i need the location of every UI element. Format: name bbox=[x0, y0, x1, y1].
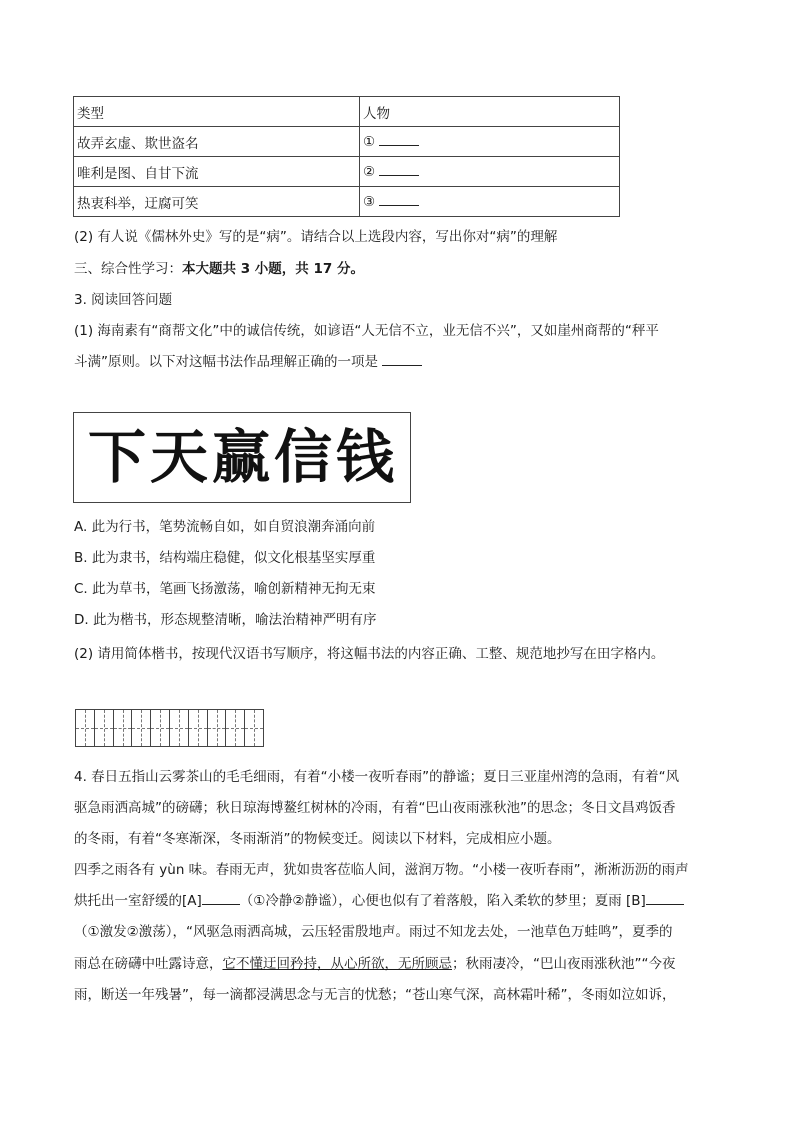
section-prefix: 三、综合性学习： bbox=[74, 261, 182, 277]
question-4-line1: 4. 春日五指山云雾茶山的毛毛细雨，有着“小楼一夜听春雨”的静谧；夏日三亚崖州湾的急雨，有着“风 bbox=[74, 769, 680, 785]
question-3-title: 3. 阅读回答问题 bbox=[74, 292, 173, 308]
table-cell-type: 唯利是图、自甘下流 bbox=[74, 157, 360, 187]
category-table bbox=[73, 96, 620, 217]
passage-text: （①冷静②静谧），心便也似有了着落般，陷入柔软的梦里；夏雨 [B] bbox=[239, 893, 646, 909]
question-3-1-line1: (1) 海南素有“商帮文化”中的诚信传统，如谚语“人无信不立，业无信不兴”，又如崖州商帮的“秤平 bbox=[74, 323, 659, 339]
question-4-line5 bbox=[74, 892, 684, 910]
question-4-line3: 的冬雨，有着“冬寒渐深，冬雨渐消”的物候变迁。阅读以下材料，完成相应小题。 bbox=[74, 831, 561, 847]
question-3-1-text: 斗满”原则。以下对这幅书法作品理解正确的一项是 bbox=[74, 354, 378, 370]
question-4-line4: 四季之雨各有 yùn 味。春雨无声，犹如贵客莅临人间，滋润万物。“小楼一夜听春雨”，淅淅沥沥的雨声 bbox=[74, 862, 689, 878]
table-row bbox=[74, 187, 620, 217]
table-header-row bbox=[74, 97, 620, 127]
option-d: D. 此为楷书，形态规整清晰，喻法治精神严明有序 bbox=[74, 612, 377, 628]
answer-blank-b[interactable] bbox=[646, 892, 684, 905]
question-4-line6: （①激发②激荡），“风驱急雨洒高城，云压轻雷殷地声。雨过不知龙去处，一池草色万蛙鸣”，夏季的 bbox=[74, 924, 673, 940]
question-3-1-line2 bbox=[74, 353, 422, 371]
question-4-line2: 驱急雨洒高城”的磅礴；秋日琼海博鳌红树林的冷雨，有着“巴山夜雨涨秋池”的思念；冬日文昌鸡饭香 bbox=[74, 800, 676, 816]
answer-blank-a[interactable] bbox=[202, 892, 240, 905]
table-cell-type: 故弄玄虚、欺世盗名 bbox=[74, 127, 360, 157]
option-a: A. 此为行书，笔势流畅自如，如自贸浪潮奔涌向前 bbox=[74, 519, 376, 535]
blank-marker: ③ bbox=[363, 194, 376, 210]
blank-marker: ② bbox=[363, 164, 376, 180]
passage-text: 烘托出一室舒缓的[A] bbox=[74, 893, 202, 909]
blank-marker: ① bbox=[363, 134, 376, 150]
grid-cell[interactable] bbox=[94, 709, 114, 747]
question-3-2: (2) 请用简体楷书，按现代汉语书写顺序，将这幅书法的内容正确、工整、规范地抄写在田字格内。 bbox=[74, 646, 665, 662]
grid-cell[interactable] bbox=[188, 709, 208, 747]
table-row bbox=[74, 157, 620, 187]
grid-cell[interactable] bbox=[75, 709, 95, 747]
table-cell-person bbox=[360, 127, 620, 157]
section-score: 本大题共 3 小题，共 17 分。 bbox=[182, 261, 364, 277]
table-header-type: 类型 bbox=[74, 97, 360, 127]
table-header-person: 人物 bbox=[360, 97, 620, 127]
calligraphy-image bbox=[73, 412, 411, 503]
question-2-2: (2) 有人说《儒林外史》写的是“病”。请结合以上选段内容，写出你对“病”的理解 bbox=[74, 229, 558, 245]
grid-cell[interactable] bbox=[150, 709, 170, 747]
grid-cell[interactable] bbox=[113, 709, 133, 747]
grid-cell[interactable] bbox=[244, 709, 264, 747]
grid-cell[interactable] bbox=[169, 709, 189, 747]
question-4-line7 bbox=[74, 955, 675, 973]
passage-text: ；秋雨凄冷，“巴山夜雨涨秋池”“今夜 bbox=[452, 956, 676, 972]
table-cell-person bbox=[360, 187, 620, 217]
table-cell-type: 热衷科举，迂腐可笑 bbox=[74, 187, 360, 217]
grid-cell[interactable] bbox=[225, 709, 245, 747]
grid-cell[interactable] bbox=[207, 709, 227, 747]
grid-cell[interactable] bbox=[131, 709, 151, 747]
answer-blank[interactable] bbox=[379, 163, 419, 176]
tianzi-grid bbox=[75, 709, 264, 747]
answer-blank[interactable] bbox=[379, 193, 419, 206]
answer-blank[interactable] bbox=[382, 353, 422, 366]
option-c: C. 此为草书，笔画飞扬激荡，喻创新精神无拘无束 bbox=[74, 581, 376, 597]
passage-text: 雨总在磅礴中吐露诗意， bbox=[74, 956, 223, 972]
option-b: B. 此为隶书，结构端庄稳健，似文化根基坚实厚重 bbox=[74, 550, 376, 566]
table-cell-person bbox=[360, 157, 620, 187]
answer-blank[interactable] bbox=[379, 133, 419, 146]
section-3-heading bbox=[74, 260, 364, 278]
table-row bbox=[74, 127, 620, 157]
question-4-line8: 雨，断送一年残暑”，每一滴都浸满思念与无言的忧愁；“苍山寒气深，高林霜叶稀”，冬雨如泣如诉， bbox=[74, 987, 676, 1003]
underlined-sentence: 它不懂迂回矜持，从心所欲，无所顾忌 bbox=[222, 956, 452, 972]
calligraphy-text: 下天赢信钱 bbox=[88, 423, 399, 491]
